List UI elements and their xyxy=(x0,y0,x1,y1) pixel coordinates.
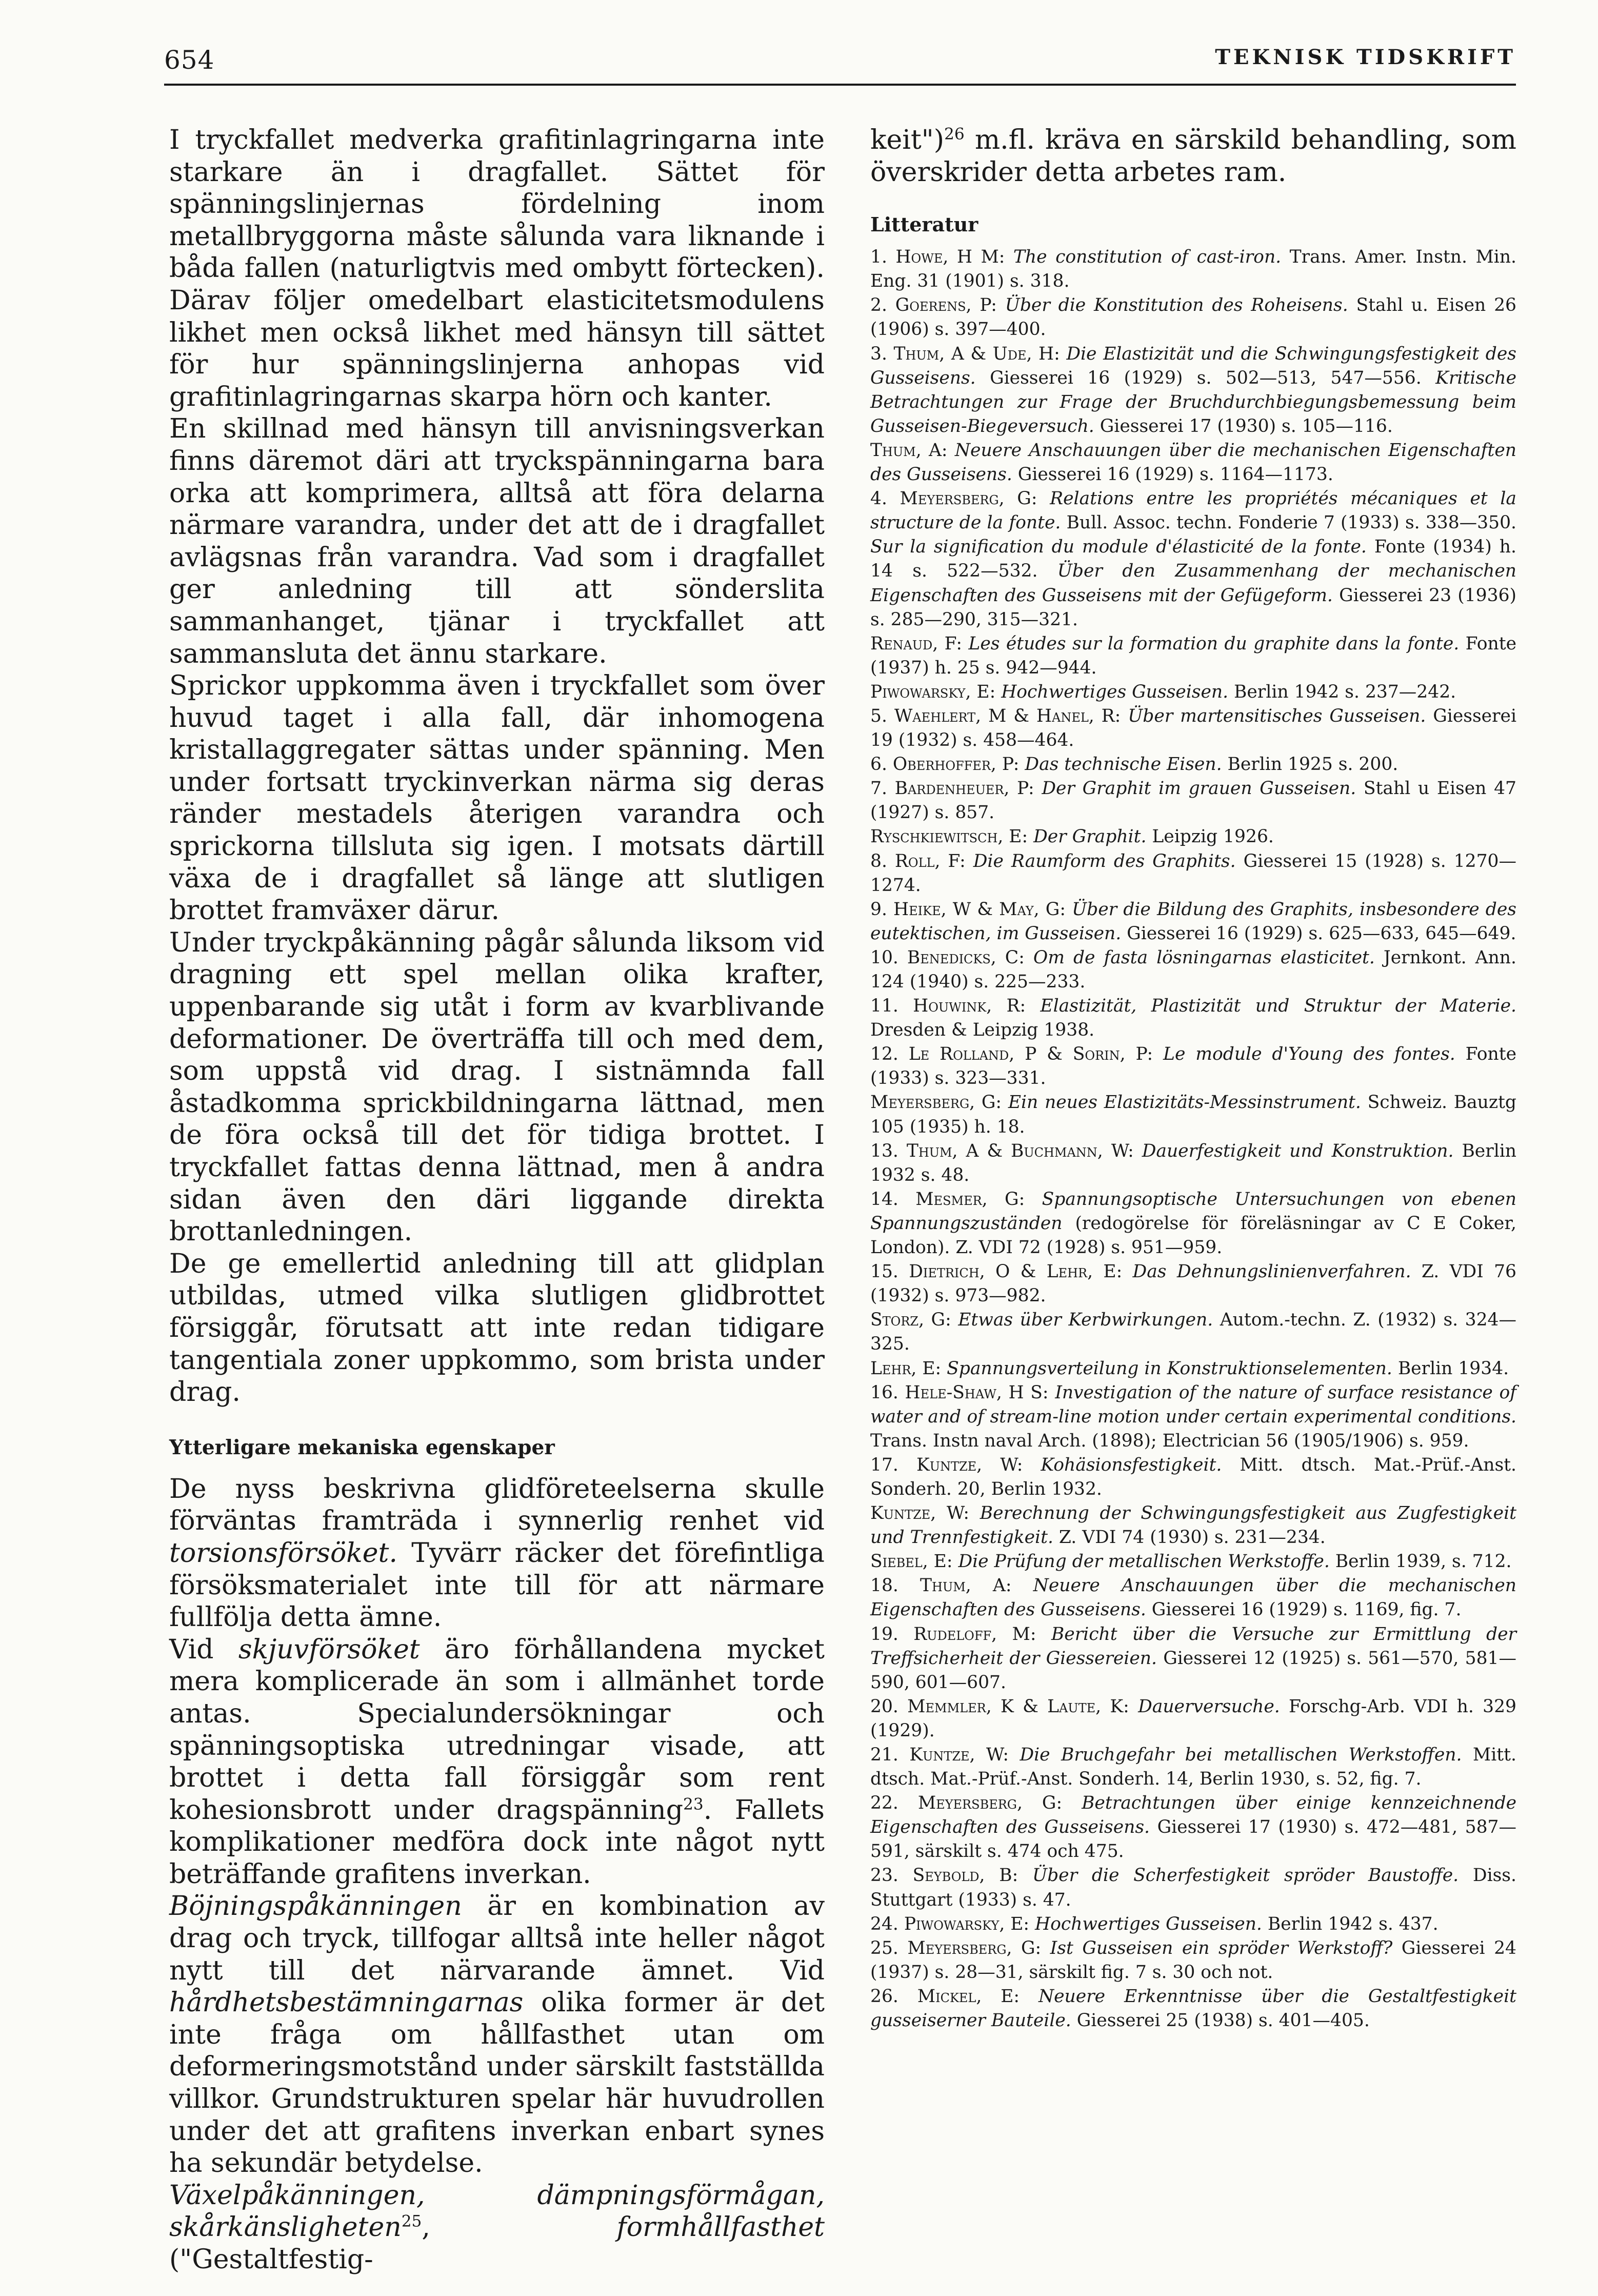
emphasis-text: skjuvförsöket xyxy=(238,1634,420,1665)
emphasis-text: Växelpåkänningen, dämpningsförmågan, skårkänsligheten xyxy=(169,2180,825,2243)
reference-author: Lehr, E: xyxy=(870,1358,947,1379)
reference-source: Stahl u Eisen 47 (1927) s. 857. xyxy=(870,778,1516,823)
reference-source: Giesserei 16 (1929) s. 1169, fig. 7. xyxy=(1146,1599,1462,1620)
text-run: m.fl. kräva en särskild behandling, som överskrider detta arbetes ram. xyxy=(870,125,1516,188)
reference-source: Berlin 1932 s. 48. xyxy=(870,1140,1516,1185)
page-number: 654 xyxy=(164,45,215,75)
reference-title: Neuere Erkenntnisse über die Gestaltfestigkeit gusseiserner Bauteile. xyxy=(870,1986,1516,2031)
reference-title: Dauerversuche. xyxy=(1138,1696,1280,1717)
reference-source: Giesserei 17 (1930) s. 105—116. xyxy=(1094,415,1393,437)
paragraph xyxy=(169,1634,825,1891)
reference-title: Hochwertiges Gusseisen. xyxy=(1001,681,1229,702)
reference-source: Giesserei 12 (1925) s. 561—570, 581—590, 601—607. xyxy=(870,1648,1516,1693)
reference-source: Giesserei 15 (1928) s. 1270—1274. xyxy=(870,850,1516,896)
reference-source: Z. VDI 74 (1930) s. 231—234. xyxy=(1053,1527,1326,1548)
reference-entry xyxy=(870,704,1516,753)
reference-source: Giesserei 19 (1932) s. 458—464. xyxy=(870,705,1517,751)
text-run: Vid xyxy=(169,1634,238,1665)
reference-entry xyxy=(870,1695,1516,1743)
reference-entry xyxy=(870,1453,1516,1501)
reference-title: Über den Zusammenhang der mechanischen Eigenschaften des Gusseisens mit der Gefügeform. xyxy=(870,561,1516,606)
reference-source: Giesserei 25 (1938) s. 401—405. xyxy=(1071,2010,1370,2031)
reference-source: Leipzig 1926. xyxy=(1146,826,1274,847)
reference-entry xyxy=(870,1308,1516,1356)
footnote-marker: 25 xyxy=(401,2212,422,2231)
text-run: Tyvärr räcker det förefintliga försöksmaterialet inte till för att närmare fullfölja detta ämne. xyxy=(169,1537,825,1633)
reference-source: Trans. Instn naval Arch. (1898); Electrician 56 (1905/1906) s. 959. xyxy=(870,1430,1469,1451)
reference-title: Neuere Anschauungen über die mechanischen Eigenschaften des Gusseisens. xyxy=(870,1575,1516,1620)
reference-author: 7. Bardenheuer, P: xyxy=(870,778,1042,799)
reference-author: 25. Meyersberg, G: xyxy=(870,1937,1050,1958)
reference-title: Ein neues Elastizitäts-Messinstrument. xyxy=(1008,1092,1361,1113)
reference-title: Die Raumform des Graphits. xyxy=(973,850,1236,872)
reference-title: Om de fasta lösningarnas elasticitet. xyxy=(1033,947,1375,968)
reference-source: (redogörelse för föreläsningar av C E Coker, London). Z. VDI 72 (1928) s. 951—959. xyxy=(870,1213,1516,1258)
reference-title: Das technische Eisen. xyxy=(1025,754,1222,775)
reference-title: Über die Konstitution des Roheisens. xyxy=(1005,295,1348,316)
reference-source: Giesserei 24 (1937) s. 28—31, särskilt fig. 7 s. 30 och not. xyxy=(870,1937,1516,1983)
reference-author: 20. Memmler, K & Laute, K: xyxy=(870,1696,1138,1717)
reference-source: Giesserei 16 (1929) s. 625—633, 645—649. xyxy=(1121,923,1516,944)
paragraph: De ge emellertid anledning till att glidplan utbildas, utmed vilka slutligen glidbrottet försiggår, förutsatt att inte redan tidigare tangentiala zoner uppkommo, som brista under drag. xyxy=(169,1248,825,1408)
reference-author: 12. Le Rolland, P & Sorin, P: xyxy=(870,1044,1164,1065)
emphasis-text: formhållfasthet xyxy=(616,2212,825,2243)
reference-title: Dauerfestigkeit und Konstruktion. xyxy=(1142,1140,1454,1161)
text-run: , xyxy=(422,2212,617,2243)
reference-source: Fonte (1937) h. 25 s. 942—944. xyxy=(870,633,1516,678)
reference-author: 8. Roll, F: xyxy=(870,850,973,872)
text-run: keit") xyxy=(870,125,945,155)
reference-source: Giesserei 16 (1929) s. 502—513, 547—556. xyxy=(975,367,1436,388)
reference-author: Siebel, E: xyxy=(870,1551,958,1572)
reference-title: Kritische Betrachtungen zur Frage der Bruchdurchbiegungsbemessung beim Gusseisen-Biegeversuch. xyxy=(870,367,1516,437)
reference-author: 4. Meyersberg, G: xyxy=(870,488,1050,509)
reference-source: Trans. Amer. Instn. Min. Eng. 31 (1901) s. 318. xyxy=(870,247,1517,292)
reference-entry xyxy=(870,1936,1516,1985)
reference-title: Berechnung der Schwingungsfestigkeit aus Zugfestigkeit und Trennfestigkeit. xyxy=(870,1503,1516,1548)
reference-list xyxy=(870,245,1516,2033)
reference-entry xyxy=(870,1381,1516,1453)
reference-title: The constitution of cast-iron. xyxy=(1013,247,1282,268)
reference-title: Der Graphit im grauen Gusseisen. xyxy=(1042,778,1356,799)
reference-source: Z. VDI 76 (1932) s. 973—982. xyxy=(870,1261,1517,1307)
reference-title: Etwas über Kerbwirkungen. xyxy=(958,1310,1213,1331)
reference-title: Betrachtungen über einige kennzeichnende Eigenschaften des Gusseisens. xyxy=(870,1793,1516,1838)
reference-title: Die Bruchgefahr bei metallischen Werkstoffen. xyxy=(1020,1745,1462,1765)
reference-source: Stahl u. Eisen 26 (1906) s. 397—400. xyxy=(870,295,1516,340)
reference-author: 14. Mesmer, G: xyxy=(870,1189,1042,1210)
reference-title: Investigation of the nature of surface resistance of water and of stream-line motion under certain experimental conditions. xyxy=(870,1382,1516,1427)
reference-title: Die Prüfung der metallischen Werkstoffe. xyxy=(958,1551,1330,1572)
reference-source: Berlin 1925 s. 200. xyxy=(1222,754,1399,775)
reference-title: Der Graphit. xyxy=(1033,826,1147,847)
reference-author: 2. Goerens, P: xyxy=(870,295,1005,316)
reference-author: 22. Meyersberg, G: xyxy=(870,1793,1082,1814)
reference-author: 13. Thum, A & Buchmann, W: xyxy=(870,1140,1142,1161)
emphasis-text: Böjningspåkänningen xyxy=(169,1891,462,1922)
reference-source: Giesserei 17 (1930) s. 472—481, 587—591, särskilt s. 474 och 475. xyxy=(870,1817,1516,1862)
reference-entry xyxy=(870,1091,1516,1139)
right-column xyxy=(870,124,1516,2033)
reference-entry xyxy=(870,994,1516,1042)
emphasis-text: torsionsförsöket. xyxy=(169,1537,397,1569)
reference-author: Storz, G: xyxy=(870,1310,958,1331)
reference-source: Bull. Assoc. techn. Fonderie 7 (1933) s. 338—350. xyxy=(1061,512,1516,533)
reference-title: Spannungsoptische Untersuchungen von ebenen Spannungszuständen xyxy=(870,1189,1516,1234)
reference-source: Jernkont. Ann. 124 (1940) s. 225—233. xyxy=(870,947,1516,992)
reference-author: Kuntze, W: xyxy=(870,1503,980,1524)
reference-entry xyxy=(870,1912,1516,1936)
reference-author: 24. Piwowarsky, E: xyxy=(870,1913,1035,1934)
reference-title: Relations entre les propriétés mécaniques et la structure de la fonte. xyxy=(870,488,1516,533)
reference-entry xyxy=(870,1743,1516,1791)
reference-entry xyxy=(870,439,1516,487)
reference-entry xyxy=(870,946,1516,994)
reference-author: Renaud, F: xyxy=(870,633,969,654)
reference-title: Sur la signification du module d'élasticité de la fonte. xyxy=(870,537,1367,558)
reference-entry xyxy=(870,1864,1516,1912)
reference-source: Berlin 1934. xyxy=(1392,1358,1509,1379)
text-run: olika former är det inte fråga om hållfasthet utan om deformeringsmotstånd under särskilt fastställda villkor. Grundstrukturen spelar här huvudrollen under det att grafitens inverkan enbart synes ha sekundär betydelse. xyxy=(169,1987,825,2179)
reference-entry xyxy=(870,1260,1516,1308)
reference-title: Bericht über die Versuche zur Ermittlung der Treffsicherheit der Giessereien. xyxy=(870,1624,1516,1669)
reference-title: Elastizität, Plastizität und Struktur der Materie. xyxy=(1040,996,1516,1017)
text-run: äro förhållandena mycket mera komplicerade än som i allmänhet torde antas. Specialundersökningar och spänningsoptiska utredningar visade, att brottet i detta fall försiggår som rent kohesionsbrott under dragspänning xyxy=(169,1634,825,1826)
reference-title: Hochwertiges Gusseisen. xyxy=(1035,1913,1262,1934)
reference-entry xyxy=(870,1550,1516,1574)
reference-source: Mitt. dtsch. Mat.-Prüf.-Anst. Sonderh. 20, Berlin 1932. xyxy=(870,1454,1516,1499)
reference-entry xyxy=(870,487,1516,632)
emphasis-text: hårdhetsbestämningarnas xyxy=(169,1987,524,2018)
reference-author: 17. Kuntze, W: xyxy=(870,1454,1041,1475)
section-heading: Ytterligare mekaniska egenskaper xyxy=(169,1435,555,1459)
reference-entry xyxy=(870,777,1516,825)
reference-source: Dresden & Leipzig 1938. xyxy=(870,1020,1095,1041)
reference-entry xyxy=(870,680,1516,704)
reference-source: Berlin 1939, s. 712. xyxy=(1329,1551,1512,1572)
reference-author: Thum, A: xyxy=(870,440,955,461)
paragraph xyxy=(169,1890,825,2179)
reference-entry xyxy=(870,753,1516,777)
reference-title: Spannungsverteilung in Konstruktionselementen. xyxy=(947,1358,1392,1379)
paragraph: I tryckfallet medverka grafitinlagringarna inte starkare än i dragfallet. Sättet för spänningslinjernas fördelning inom metallbryggorna måste sålunda vara liknande i båda fallen (naturligtvis med ombytt förtecken). Därav följer omedelbart elasticitetsmodulens likhet men också likhet med hänsyn till sättet för hur spänningslinjerna anhopas vid grafitinlagringarnas skarpa hörn och kanter. xyxy=(169,125,825,412)
reference-author: 16. Hele-Shaw, H S: xyxy=(870,1382,1055,1403)
reference-author: 1. Howe, H M: xyxy=(870,247,1013,268)
text-run: är en kombination av drag och tryck, tillfogar alltså inte heller något nytt till det närvarande ämnet. Vid xyxy=(169,1891,825,1986)
paragraph: Under tryckpåkänning pågår sålunda liksom vid dragning ett spel mellan olika krafter, uppenbarande sig utåt i form av kvarblivande deformationer. De överträffa till och med dem, som uppstå vid drag. I sistnämnda fall åstadkomma sprickbildningarna lättnad, men de föra också till det för tidiga brottet. I tryckfallet fattas denna lättnad, men å andra sidan även den däri liggande direkta brottanledningen. xyxy=(169,927,825,1248)
reference-title: Über martensitisches Gusseisen. xyxy=(1128,705,1426,726)
reference-entry xyxy=(870,1985,1516,2033)
reference-author: 26. Mickel, E: xyxy=(870,1986,1038,2007)
reference-entry xyxy=(870,1574,1516,1622)
reference-source: Fonte (1934) h. 14 s. 522—532. xyxy=(870,537,1516,582)
reference-entry xyxy=(870,898,1516,946)
reference-entry xyxy=(870,1501,1516,1550)
reference-author: Ryschkiewitsch, E: xyxy=(870,826,1034,847)
reference-source: Mitt. dtsch. Mat.-Prüf.-Anst. Sonderh. 14, Berlin 1930, s. 52, fig. 7. xyxy=(870,1745,1516,1790)
reference-author: 3. Thum, A & Ude, H: xyxy=(870,343,1067,364)
reference-entry xyxy=(870,293,1516,342)
reference-entry xyxy=(870,342,1516,439)
reference-author: 23. Seybold, B: xyxy=(870,1865,1032,1886)
reference-source: Berlin 1942 s. 237—242. xyxy=(1228,681,1456,702)
footnote-marker: 26 xyxy=(944,125,965,144)
reference-source: Forschg-Arb. VDI h. 329 (1929). xyxy=(870,1696,1516,1741)
reference-author: Piwowarsky, E: xyxy=(870,681,1002,702)
text-run: ("Gestaltfestig- xyxy=(169,2244,373,2275)
reference-author: 21. Kuntze, W: xyxy=(870,1745,1020,1765)
reference-source: Giesserei 23 (1936) s. 285—290, 315—321. xyxy=(870,585,1516,630)
paragraph xyxy=(870,124,1516,188)
reference-entry xyxy=(870,849,1516,898)
reference-author: 11. Houwink, R: xyxy=(870,996,1041,1017)
reference-source: Fonte (1933) s. 323—331. xyxy=(870,1044,1516,1089)
paragraph xyxy=(169,2180,825,2276)
reference-author: Meyersberg, G: xyxy=(870,1092,1008,1113)
reference-source: Giesserei 16 (1929) s. 1164—1173. xyxy=(1012,464,1333,485)
literature-heading: Litteratur xyxy=(870,213,978,236)
reference-entry xyxy=(870,245,1516,293)
reference-entry xyxy=(870,1622,1516,1695)
reference-author: 18. Thum, A: xyxy=(870,1575,1033,1596)
reference-author: 9. Heike, W & May, G: xyxy=(870,899,1072,920)
reference-title: Neuere Anschauungen über die mechanischen Eigenschaften des Gusseisens. xyxy=(870,440,1516,485)
paragraph: En skillnad med hänsyn till anvisningsverkan finns däremot däri att tryckspänningarna bara orka att komprimera, alltså att föra delarna närmare varandra, under det att de i dragfallet avlägsnas från varandra. Vad som i dragfallet ger anledning till att sönderslita sammanhanget, tjänar i tryckfallet att sammansluta det ännu starkare. xyxy=(169,413,825,669)
reference-source: Berlin 1942 s. 437. xyxy=(1262,1913,1439,1934)
reference-author: 6. Oberhoffer, P: xyxy=(870,754,1025,775)
reference-author: 15. Dietrich, O & Lehr, E: xyxy=(870,1261,1133,1282)
reference-title: Ist Gusseisen ein spröder Werkstoff? xyxy=(1050,1937,1393,1958)
header-rule xyxy=(164,84,1516,86)
reference-source: Diss. Stuttgart (1933) s. 47. xyxy=(870,1865,1516,1910)
reference-title: Le module d'Young des fontes. xyxy=(1163,1044,1455,1065)
reference-title: Das Dehnungslinienverfahren. xyxy=(1132,1261,1411,1282)
reference-title: Les études sur la formation du graphite dans la fonte. xyxy=(968,633,1460,654)
reference-entry xyxy=(870,1187,1516,1260)
reference-entry xyxy=(870,1139,1516,1187)
reference-entry xyxy=(870,632,1516,680)
reference-source: Autom.-techn. Z. (1932) s. 324—325. xyxy=(870,1310,1516,1355)
reference-title: Über die Scherfestigkeit spröder Baustoffe. xyxy=(1032,1865,1459,1886)
journal-title: TEKNISK TIDSKRIFT xyxy=(1215,45,1516,69)
reference-entry xyxy=(870,825,1516,849)
reference-author: 5. Waehlert, M & Hanel, R: xyxy=(870,705,1128,726)
reference-author: 19. Rudeloff, M: xyxy=(870,1624,1051,1645)
reference-entry xyxy=(870,1042,1516,1091)
footnote-marker: 23 xyxy=(683,1795,704,1814)
text-run: De nyss beskrivna glidföreteelserna skulle förväntas framträda i synnerlig renhet vid xyxy=(169,1473,825,1537)
reference-entry xyxy=(870,1791,1516,1864)
reference-title: Kohäsionsfestigkeit. xyxy=(1041,1454,1222,1475)
paragraph xyxy=(169,1473,825,1634)
reference-author: 10. Benedicks, C: xyxy=(870,947,1033,968)
reference-title: Die Elastizität und die Schwingungsfestigkeit des Gusseisens. xyxy=(870,343,1516,388)
reference-entry xyxy=(870,1357,1516,1381)
paragraph: Sprickor uppkomma även i tryckfallet som över huvud taget i alla fall, där inhomogena kristallaggregater sättas under spänning. Men under fortsatt tryckinverkan närma sig deras ränder mestadels återigen varandra och sprickorna tillsluta sig igen. I motsats därtill växa de i dragfallet så länge att slutligen brottet framväxer därur. xyxy=(169,670,825,926)
left-column xyxy=(169,124,825,2276)
reference-title: Über die Bildung des Graphits, insbesondere des eutektischen, im Gusseisen. xyxy=(870,899,1516,944)
reference-source: Schweiz. Bauztg 105 (1935) h. 18. xyxy=(870,1092,1517,1137)
text-run: . Fallets komplikationer medföra dock inte något nytt beträffande grafitens inverkan. xyxy=(169,1794,825,1890)
